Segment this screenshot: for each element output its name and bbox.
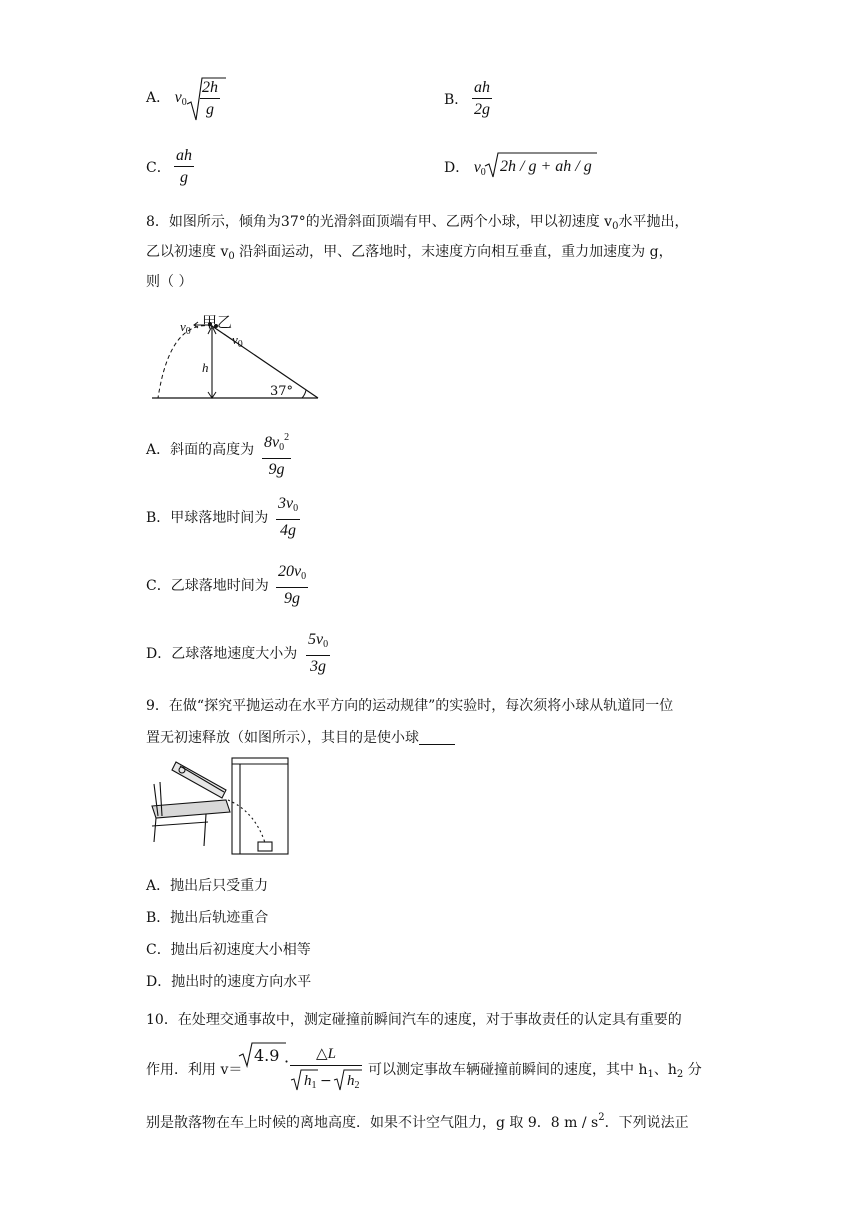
q10-den-h2-sub: 2 [354,1080,360,1091]
q7-option-b-num: ah [472,78,492,99]
q8-stem-line1-sub: 0 [612,221,619,232]
q8-option-c-text: C．乙球落地时间为 [146,578,269,594]
q8-option-a-den: 9g [268,461,285,478]
q8-fig-h: h [202,360,209,375]
q10-line2-post-mid: 、h [653,1062,677,1078]
q8-stem-line2-text: 乙以初速度 v [146,244,229,260]
q7-option-a-label: A． [146,90,171,106]
q10-stem-line1: 10．在处理交通事故中，测定碰撞前瞬间汽车的速度，对于事故责任的认定具有重要的 [146,1012,682,1028]
q10-frac-num: △L [316,1046,336,1062]
q7-option-c-den: g [180,169,188,186]
q8-stem-line2-tail: 沿斜面运动，甲、乙落地时，末速度方向相互垂直，重力加速度为 g， [234,244,673,260]
q10-line2-post-end: 分 [683,1062,702,1078]
q8-option-d-text: D．乙球落地速度大小为 [146,646,298,662]
q10-line3-sup: 2 [598,1112,605,1123]
q8-stem-line1 [146,212,688,237]
q7-option-d-radicand: 2h / g + ah / g [500,158,592,175]
q8-option-d-frac [306,630,330,676]
q10-sqrt-value: 4.9 [254,1046,280,1065]
q8-option-a-frac [262,428,291,479]
q7-option-a-v-sub: 0 [181,97,187,108]
q10-line2-post-text: 可以测定事故车辆碰撞前瞬间的速度，其中 h [368,1062,648,1078]
q10-line2-post-sub2: 2 [676,1069,684,1080]
q8-option-a-num-sub: 0 [279,442,285,453]
q8-option-b-text: B．甲球落地时间为 [146,510,269,526]
q8-fig-v0-right-v: v [232,332,238,347]
q8-fig-v0-left-v: v [180,319,186,334]
q7-option-a-v: v [174,89,182,106]
q10-frac [290,1044,362,1066]
q7-option-b-label: B． [444,92,469,108]
q9-stem-line2 [146,728,455,748]
q7-option-c-label: C． [146,160,171,176]
q8-fig-v0-right [232,330,243,355]
q7-option-d-v-sub: 0 [480,167,486,178]
q7-option-d-v: v [473,159,481,176]
q8-option-c-num-sub: 0 [301,571,307,582]
q8-fig-v0-right-sub: 0 [237,339,243,350]
q7-option-a-den: g [206,101,214,118]
q8-stem-line1-tail: 水平抛出， [618,214,689,230]
q7-option-a-frac [200,78,220,119]
q9-answer-blank [419,730,455,745]
q9-figure [146,756,296,860]
q7-option-a-num: 2h [200,78,220,99]
q10-den-h2-h: h [347,1073,355,1089]
q9-apparatus-diagram [146,756,296,860]
q7-option-c-frac [174,146,194,187]
q8-fig-v0-left-sub: 0 [185,326,191,337]
q10-stem-line3 [146,1108,689,1133]
table-top [152,800,230,818]
q10-line2-post-sub1: 1 [647,1069,654,1080]
q8-fig-angle: 37° [270,384,294,399]
q9-option-c: C．抛出后初速度大小相等 [146,942,311,958]
q7-option-d [444,158,486,183]
q7-option-b-frac [472,78,492,119]
q8-option-d-den: 3g [310,658,327,675]
q8-option-c-frac [276,562,308,608]
q8-fig-v0-left [180,317,191,342]
q7-option-c-num: ah [174,146,194,167]
q8-stem-line2-sub: 0 [228,251,235,262]
q9-option-a: A．抛出后只受重力 [146,878,269,894]
q10-dot: · [284,1052,290,1071]
q10-line3-text: 别是散落物在车上时候的离地高度．如果不计空气阻力，g 取 9．8 m / s [146,1115,599,1131]
q10-stem-line2-post [368,1060,702,1085]
q9-option-b: B．抛出后轨迹重合 [146,910,269,926]
q10-stem-line2-pre: 作用．利用 v＝ [146,1062,243,1078]
q9-option-d: D．抛出时的速度方向水平 [146,974,312,990]
q7-option-d-label: D． [444,160,470,176]
q10-den-h2 [347,1071,360,1096]
q8-stem-line3: 则（ ） [146,274,193,290]
q8-fig-label-jiayi: 甲乙 [202,313,233,331]
q7-option-b-den: 2g [474,101,490,118]
q10-line3-end: ．下列说法正 [604,1115,689,1131]
q8-option-c-num: 20v [278,563,302,580]
q10-den-minus: − [320,1073,332,1089]
q10-den-h1-sub: 1 [311,1080,317,1091]
q8-option-d-num-sub: 0 [323,639,329,650]
q10-den-h1 [304,1071,317,1096]
q9-stem-line2-text: 置无初速释放（如图所示），其目的是使小球 [146,730,419,746]
q8-option-a-num: 8v [264,434,280,451]
q8-option-c-den: 9g [284,590,301,607]
q8-option-b-num-sub: 0 [293,503,299,514]
q8-option-a-text: A．斜面的高度为 [146,442,255,458]
q8-option-b-den: 4g [280,522,297,539]
q8-stem-line2 [146,242,673,267]
q8-stem-line1-text: 8．如图所示，倾角为37°的光滑斜面顶端有甲、乙两个小球，甲以初速度 v [146,214,613,230]
q8-option-d-num: 5v [308,631,324,648]
angle-arc [302,390,306,398]
q8-option-a-num-sup: 2 [284,432,290,443]
q9-stem-line1: 9．在做“探究平抛运动在水平方向的运动规律”的实验时，每次须将小球从轨道同一位 [146,698,674,714]
q8-option-b-num: 3v [278,495,294,512]
q10-den-h1-h: h [304,1073,312,1089]
q8-option-b-frac [276,494,300,540]
q7-option-a [146,88,187,113]
